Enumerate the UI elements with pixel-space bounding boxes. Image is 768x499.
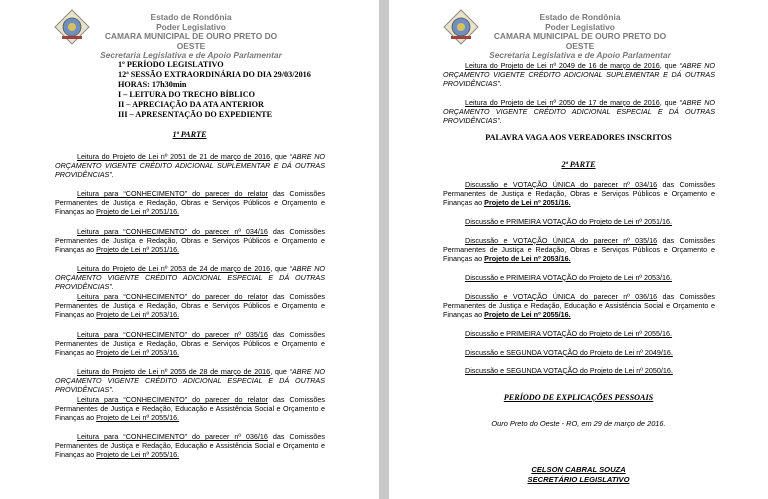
agenda-line: HORAS: 17h30min bbox=[118, 80, 187, 89]
agenda-line: 12ª SESSÃO EXTRAORDINÁRIA DO DIA 29/03/2016 bbox=[118, 70, 311, 79]
document-page-left bbox=[0, 0, 379, 499]
open-floor-heading: PALAVRA VAGA AOS VEREADORES INSCRITOS bbox=[485, 133, 672, 142]
vote-item: Discussão e VOTAÇÃO ÚNICA do parecer nº 034/16 das Comissões Permanentes de Justiça e Redação, Obras e Serviços Públicos e Orçamento e Finanças ao Projeto de Lei nº 2051/16. bbox=[443, 180, 715, 208]
section-title-part-1: 1ª PARTE bbox=[172, 130, 207, 139]
agenda-item: Leitura do Projeto de Lei nº 2049 de 16 de março de 2016, que “ABRE NO ORÇAMENTO VIGENTE CRÉDITO ADICIONAL SUPLEMENTAR E DÁ OUTRAS PROVIDÊNCIAS”. bbox=[443, 61, 715, 89]
agenda-item: Leitura do Projeto de Lei nº 2053 de 24 de março de 2016, que “ABRE NO ORÇAMENTO VIGENTE CRÉDITO ADICIONAL ESPECIAL E DÁ OUTRAS PROVIDÊNCIAS”. bbox=[55, 264, 326, 292]
letterhead-secretariat: Secretaria Legislativa e de Apoio Parlamentar bbox=[489, 50, 671, 61]
letterhead-power: Poder Legislativo bbox=[156, 21, 226, 32]
letterhead-power: Poder Legislativo bbox=[545, 21, 615, 32]
vote-item: Discussão e VOTAÇÃO ÚNICA do parecer nº 036/16 das Comissões Permanentes de Justiça e Redação, Educação e Assistência Social e Orçamento e Finanças ao Projeto de Lei nº 2055/16. bbox=[443, 292, 715, 320]
signer-role: SECRETÁRIO LEGISLATIVO bbox=[527, 474, 630, 484]
municipal-seal-icon bbox=[443, 9, 479, 45]
vote-item: Discussão e SEGUNDA VOTAÇÃO do Projeto de Lei nº 2050/16. bbox=[465, 366, 673, 375]
agenda-item: Leitura para “CONHECIMENTO” do parecer nº 036/16 das Comissões Permanentes de Justiça e Redação, Educação e Assistência Social e Orçamento e Finanças ao Projeto de Lei nº 2055/16. bbox=[55, 432, 325, 460]
agenda-item: Leitura do Projeto de Lei nº 2055 de 28 de março de 2016, que “ABRE NO ORÇAMENTO VIGENTE CRÉDITO ADICIONAL ESPECIAL E DÁ OUTRAS PROVIDÊNCIAS”. bbox=[55, 367, 326, 395]
letterhead-state: Estado de Rondônia bbox=[150, 12, 232, 22]
session-agenda bbox=[118, 60, 311, 120]
document-page-right bbox=[389, 0, 768, 499]
agenda-line: 1º PERÍODO LEGISLATIVO bbox=[118, 60, 224, 69]
agenda-item: Leitura para “CONHECIMENTO” do parecer do relator das Comissões Permanentes de Justiça e Redação, Educação e Assistência Social e Orçamento e Finanças ao Projeto de Lei nº 2055/16. bbox=[55, 395, 325, 423]
agenda-item: Leitura do Projeto de Lei nº 2050 de 17 de março de 2016, que “ABRE NO ORÇAMENTO VIGENTE CRÉDITO ADICIONAL ESPECIAL E DÁ OUTRAS PROVIDÊNCIAS”. bbox=[443, 98, 715, 126]
letterhead-state: Estado de Rondônia bbox=[539, 12, 621, 22]
agenda-line: II – APRECIAÇÃO DA ATA ANTERIOR bbox=[118, 100, 264, 109]
agenda-item: Leitura do Projeto de Lei nº 2051 de 21 de março de 2016, que “ABRE NO ORÇAMENTO VIGENTE CRÉDITO ADICIONAL SUPLEMENTAR E DÁ OUTRAS PROVIDÊNCIAS”. bbox=[55, 152, 326, 180]
signer-name: CELSON CABRAL SOUZA bbox=[531, 465, 626, 474]
vote-item: Discussão e VOTAÇÃO ÚNICA do parecer nº 035/16 das Comissões Permanentes de Justiça e Redação, Obras e Serviços Públicos e Orçamento e Finanças ao Projeto de Lei nº 2053/16. bbox=[443, 236, 715, 264]
agenda-item: Leitura para “CONHECIMENTO” do parecer nº 035/16 das Comissões Permanentes de Justiça e Redação, Obras e Serviços Públicos e Orçamento e Finanças ao Projeto de Lei nº 2053/16. bbox=[55, 330, 325, 358]
letterhead-chamber: CAMARA MUNICIPAL DE OURO PRETO DO OESTE bbox=[493, 31, 667, 51]
agenda-item: Leitura para “CONHECIMENTO” do parecer nº 034/16 das Comissões Permanentes de Justiça e Redação, Obras e Serviços Públicos e Orçamento e Finanças ao Projeto de Lei nº 2051/16. bbox=[55, 227, 325, 255]
section-title-part-2: 2ª PARTE bbox=[561, 160, 596, 169]
vote-item: Discussão e PRIMEIRA VOTAÇÃO do Projeto de Lei nº 2051/16. bbox=[465, 217, 673, 226]
agenda-line: III – APRESENTAÇÃO DO EXPEDIENTE bbox=[118, 110, 273, 119]
letterhead bbox=[485, 13, 675, 61]
municipal-seal-icon bbox=[54, 9, 90, 45]
agenda-item: Leitura para “CONHECIMENTO” do parecer do relator das Comissões Permanentes de Justiça e Redação, Obras e Serviços Públicos e Orçamento e Finanças ao Projeto de Lei nº 2051/16. bbox=[55, 189, 325, 217]
vote-item: Discussão e PRIMEIRA VOTAÇÃO do Projeto de Lei nº 2055/16. bbox=[465, 329, 673, 338]
letterhead-secretariat: Secretaria Legislativa e de Apoio Parlamentar bbox=[100, 50, 282, 61]
letterhead-chamber: CAMARA MUNICIPAL DE OURO PRETO DO OESTE bbox=[104, 31, 278, 51]
personal-explanations-heading: PERÍODO DE EXPLICAÇÕES PESSOAIS bbox=[503, 393, 654, 402]
agenda-line: I – LEITURA DO TRECHO BÍBLICO bbox=[118, 90, 256, 99]
vote-item: Discussão e SEGUNDA VOTAÇÃO do Projeto de Lei nº 2049/16. bbox=[465, 348, 673, 357]
letterhead bbox=[96, 13, 286, 61]
date-line: Ouro Preto do Oeste - RO, em 29 de março de 2016. bbox=[491, 419, 666, 428]
signature-block bbox=[389, 465, 768, 484]
vote-item: Discussão e PRIMEIRA VOTAÇÃO do Projeto de Lei nº 2053/16. bbox=[465, 273, 673, 282]
agenda-item: Leitura para “CONHECIMENTO” do parecer do relator das Comissões Permanentes de Justiça e Redação, Obras e Serviços Públicos e Orçamento e Finanças ao Projeto de Lei nº 2053/16. bbox=[55, 292, 325, 320]
